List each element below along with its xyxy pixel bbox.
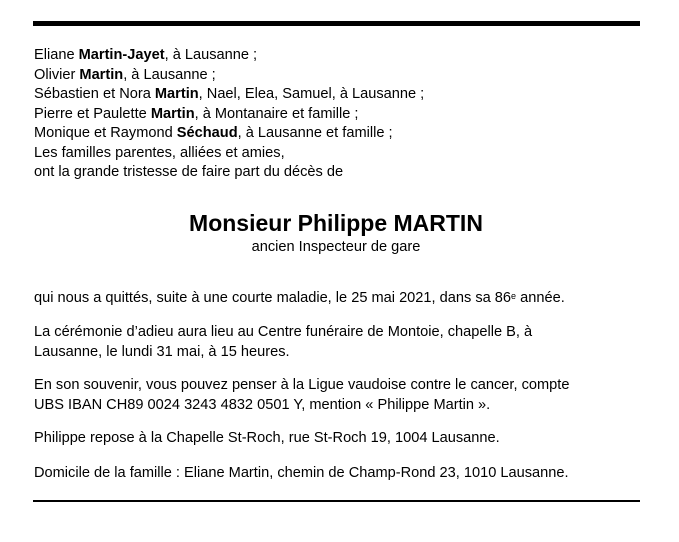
death-notice: qui nous a quittés, suite à une courte maladie, le 25 mai 2021, dans sa 86e année. xyxy=(34,290,565,306)
family-line: Pierre et Paulette Martin, à Montanaire et famille ; xyxy=(34,105,359,122)
family-list xyxy=(34,46,424,183)
ceremony-info: La cérémonie d’adieu aura lieu au Centre funéraire de Montoie, chapelle B, à Lausanne, le lundi 31 mai, à 15 heures. xyxy=(34,324,533,360)
family-line: ont la grande tristesse de faire part du décès de xyxy=(34,164,344,180)
donation-info: En son souvenir, vous pouvez penser à la Ligue vaudoise contre le cancer, compte UBS IBAN CH89 0024 3243 4832 0501 Y, mention « Philippe Martin ». xyxy=(34,377,570,413)
family-line: Eliane Martin-Jayet, à Lausanne ; xyxy=(34,47,258,63)
bottom-rule xyxy=(33,500,640,502)
deceased-title: ancien Inspecteur de gare xyxy=(251,239,421,255)
rest-location: Philippe repose à la Chapelle St-Roch, rue St-Roch 19, 1004 Lausanne. xyxy=(34,430,500,446)
deceased-block xyxy=(0,208,672,256)
family-line: Sébastien et Nora Martin, Nael, Elea, Samuel, à Lausanne ; xyxy=(34,86,425,102)
top-rule xyxy=(33,21,640,26)
family-line: Les familles parentes, alliées et amies, xyxy=(34,144,285,161)
family-address: Domicile de la famille : Eliane Martin, chemin de Champ-Rond 23, 1010 Lausanne. xyxy=(34,465,569,481)
family-line: Olivier Martin, à Lausanne ; xyxy=(34,66,216,83)
family-line: Monique et Raymond Séchaud, à Lausanne et famille ; xyxy=(34,125,393,141)
deceased-name: Monsieur Philippe MARTIN xyxy=(189,210,483,236)
